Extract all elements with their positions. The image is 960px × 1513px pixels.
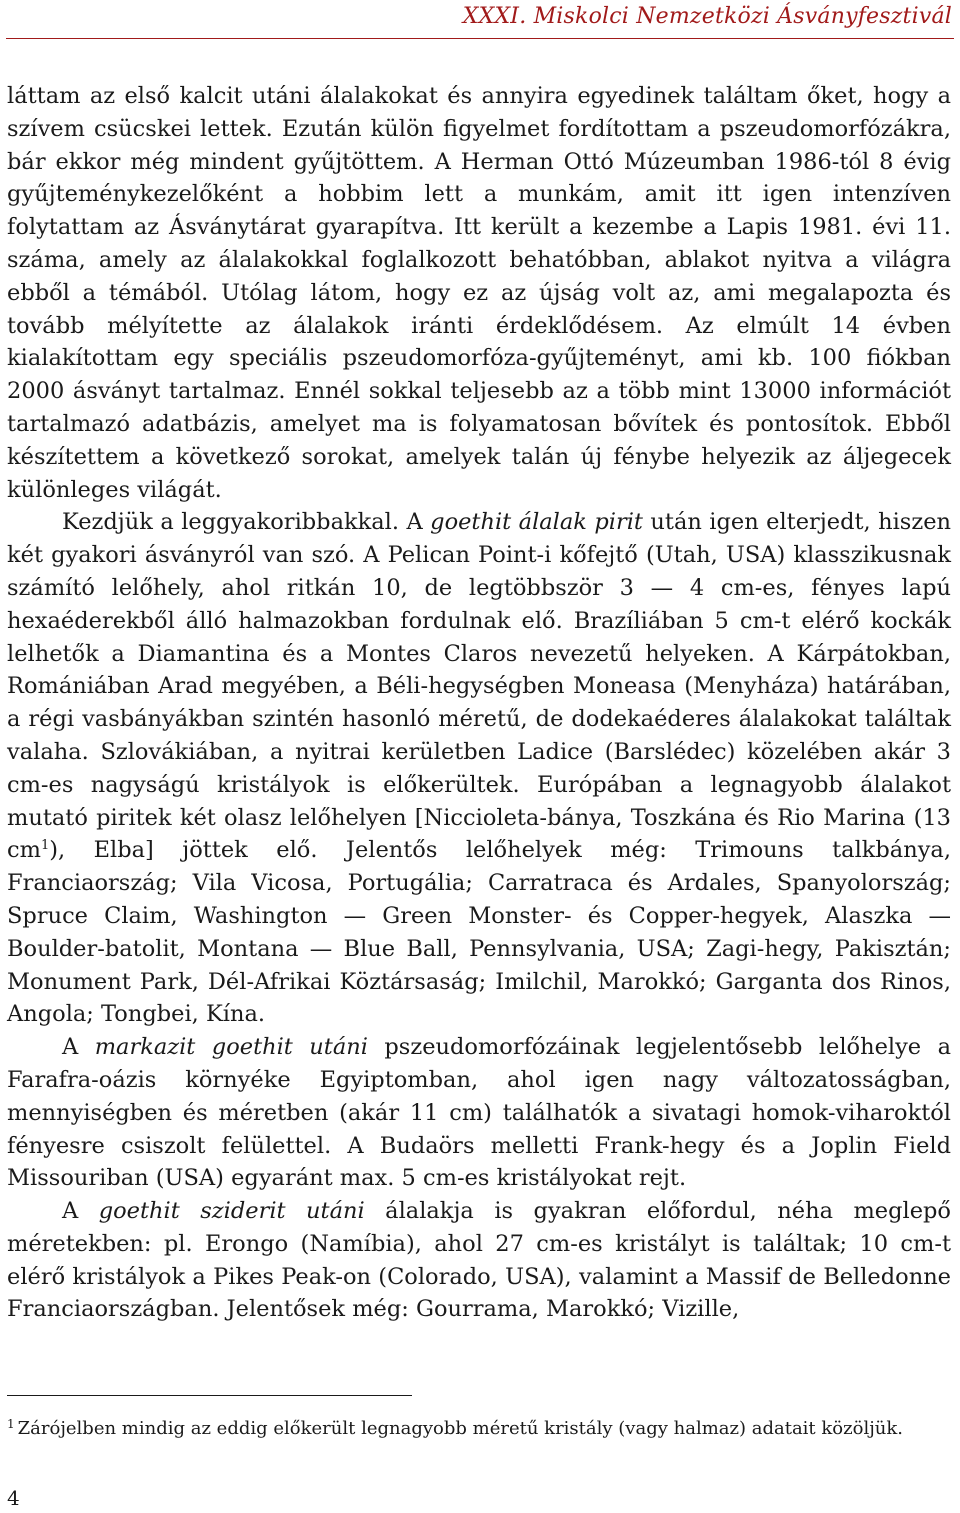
footnote-text: Zárójelben mindig az eddig előkerült legnagyobb méretű kristály (vagy halmaz) adatait közöljük. [17, 1418, 904, 1439]
paragraph-1: láttam az első kalcit utáni álalakokat és annyira egyedinek találtam őket, hogy a szívem csücskei lettek. Ezután külön figyelmet fordítottam a pszeudomorfózákra, bár ekkor még mindent gyűjtöttem. A Herman Ottó Múzeumban 1986-tól 8 évig gyűjteménykezelőként a hobbim lett a munkám, amit itt igen intenzíven folytattam az Ásványtárat gyarapítva. Itt került a kezembe a Lapis 1981. évi 11. száma, amely az álalakokkal foglalkozott behatóbban, ablakot nyitva a világra ebből a témából. Utólag látom, hogy ez az újság volt az, ami megalapozta és tovább mélyítette az álalakok iránti érdeklődésem. Az elmúlt 14 évben kialakítottam egy speciális pszeudomorfóza-gyűjteményt, ami kb. 100 fiókban 2000 ásványt tartalmaz. Ennél sokkal teljesebb az a több mint 13000 információt tartalmazó adatbázis, amelyet ma is folyamatosan bővítek és pontosítok. Ebből készítettem a következő sorokat, amelyek talán új fénybe helyezik az áljegecek különleges világát. [7, 83, 951, 503]
paragraph-4-text-b: álalakja is gyakran előfordul, néha meglepő méretekben: pl. Erongo (Namíbia), ahol 27 cm-es kristályt is találtak; 10 cm-t elérő kristályok a Pikes Peak-on (Colorado, USA), valamint a Massif de Belledonne Franciaországban. Jelentősek még: Gourrama, Marokkó; Vizille, [7, 1198, 951, 1323]
paragraph-2-text-b: után igen elterjedt, hiszen két gyakori ásványról van szó. A Pelican Point-i kőfejtő (Utah, USA) klasszikusnak számító lelőhely, ahol ritkán 10, de legtöbbször 3 — 4 cm-es, fényes lapú hexaéderekből álló halmazokban fordulnak elő. Brazíliában 5 cm-t elérő kockák lelhetők a Diamantina és a Montes Claros nevezetű helyeken. A Kárpátokban, Romániában Arad megyében, a Béli-hegységben Moneasa (Menyháza) határában, a régi vasbányákban szintén hasonló méretű, de dodekaéderes álalakokat találtak valaha. Szlovákiában, a nyitrai kerületben Ladice (Barslédec) közelében akár 3 cm-es nagyságú kristályok is előkerültek. Európában a legnagyobb álalakot mutató piritek két olasz lelőhelyen [Niccioleta-bánya, Toszkána és Rio Marina (13 cm [7, 509, 952, 864]
footnote-mark: 1 [7, 1417, 15, 1431]
running-header-title: XXXI. Miskolci Nemzetközi Ásványfesztivál [462, 4, 952, 29]
footnote [7, 1411, 951, 1442]
paragraph-4-text-a: A [62, 1198, 99, 1225]
paragraph-2-mineral-term: goethit álalak pirit [430, 509, 643, 536]
paragraph-4 [7, 1195, 951, 1326]
article-body [7, 80, 951, 1326]
paragraph-2-text-c: ), Elba] jöttek elő. Jelentős lelőhelyek még: Trimouns talkbánya, Franciaország; Vila Vicosa, Portugália; Carratraca és Ardales, Spanyolország; Spruce Claim, Washington — Green Monster- és Copper-hegyek, Alaszka — Boulder-batolit, Montana — Blue Ball, Pennsylvania, USA; Zagi-hegy, Pakisztán; Monument Park, Dél-Afrikai Köztársaság; Imilchil, Marokkó; Garganta dos Rinos, Angola; Tongbei, Kína. [7, 837, 951, 1028]
paragraph-2-text-a: Kezdjük a leggyakoribbakkal. A [62, 509, 431, 536]
paragraph-4-mineral-term: goethit sziderit utáni [98, 1198, 365, 1225]
paragraph-3-text-a: A [62, 1034, 95, 1061]
paragraph-3-mineral-term: markazit goethit utáni [94, 1034, 368, 1061]
paragraph-2 [7, 506, 951, 1031]
page-number: 4 [7, 1486, 20, 1510]
paragraph-3 [7, 1031, 951, 1195]
paragraph-3-text-b: pszeudomorfózáinak legjelentősebb lelőhelye a Farafra-oázis környéke Egyiptomban, ahol igen nagy változatosságban, mennyiségben és méretben (akár 11 cm) találhatók a sivatagi homok-viharoktól fényesre csiszolt felülettel. A Budaörs melletti Frank-hegy és a Joplin Field Missouriban (USA) egyaránt max. 5 cm-es kristályokat rejt. [7, 1034, 951, 1192]
header-rule [6, 38, 954, 39]
footnote-reference[interactable]: 1 [40, 838, 50, 854]
footnote-rule [7, 1395, 412, 1396]
